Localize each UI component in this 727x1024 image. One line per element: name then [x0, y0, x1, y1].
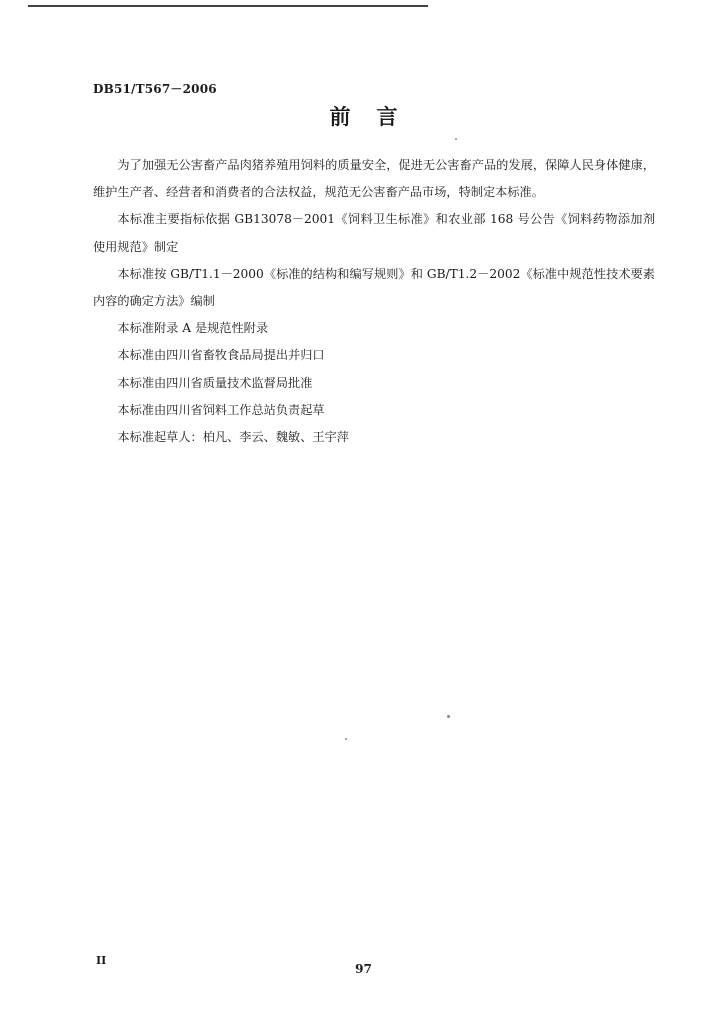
paragraph-appendix: 本标准附录 A 是规范性附录 — [117, 321, 269, 336]
foreword-body — [93, 152, 655, 451]
page-title: 前言 — [329, 104, 424, 129]
paragraph-basis: 本标准主要指标依据 GB13078－2001《饲料卫生标准》和农业部 168 号公告《饲料药物添加剂使用规范》制定 — [93, 212, 655, 254]
paragraph-proposer: 本标准由四川省畜牧食品局提出并归口 — [117, 348, 325, 363]
scan-edge-line — [28, 5, 428, 7]
paragraph-drafting-rules: 本标准按 GB/T1.1－2000《标准的结构和编写规则》和 GB/T1.2－2002《标准中规范性技术要素内容的确定方法》编制 — [93, 266, 655, 309]
scan-speck — [345, 738, 347, 740]
document-code: DB51/T567－2006 — [93, 82, 217, 96]
paragraph-approver: 本标准由四川省质量技术监督局批准 — [117, 375, 313, 390]
scan-speck — [447, 715, 450, 718]
paragraph-drafter-org: 本标准由四川省饲料工作总站负责起草 — [117, 402, 325, 417]
scan-speck — [455, 138, 457, 140]
paragraph-purpose: 为了加强无公害畜产品肉猪养殖用饲料的质量安全，促进无公害畜产品的发展，保障人民身体健康，维护生产者、经营者和消费者的合法权益，规范无公害畜产品市场，特制定本标准。 — [93, 158, 655, 200]
paragraph-drafters: 本标准起草人：柏凡、李云、魏敏、王宇萍 — [117, 430, 349, 445]
page-number: 97 — [355, 962, 372, 976]
roman-page-marker: II — [96, 954, 107, 967]
